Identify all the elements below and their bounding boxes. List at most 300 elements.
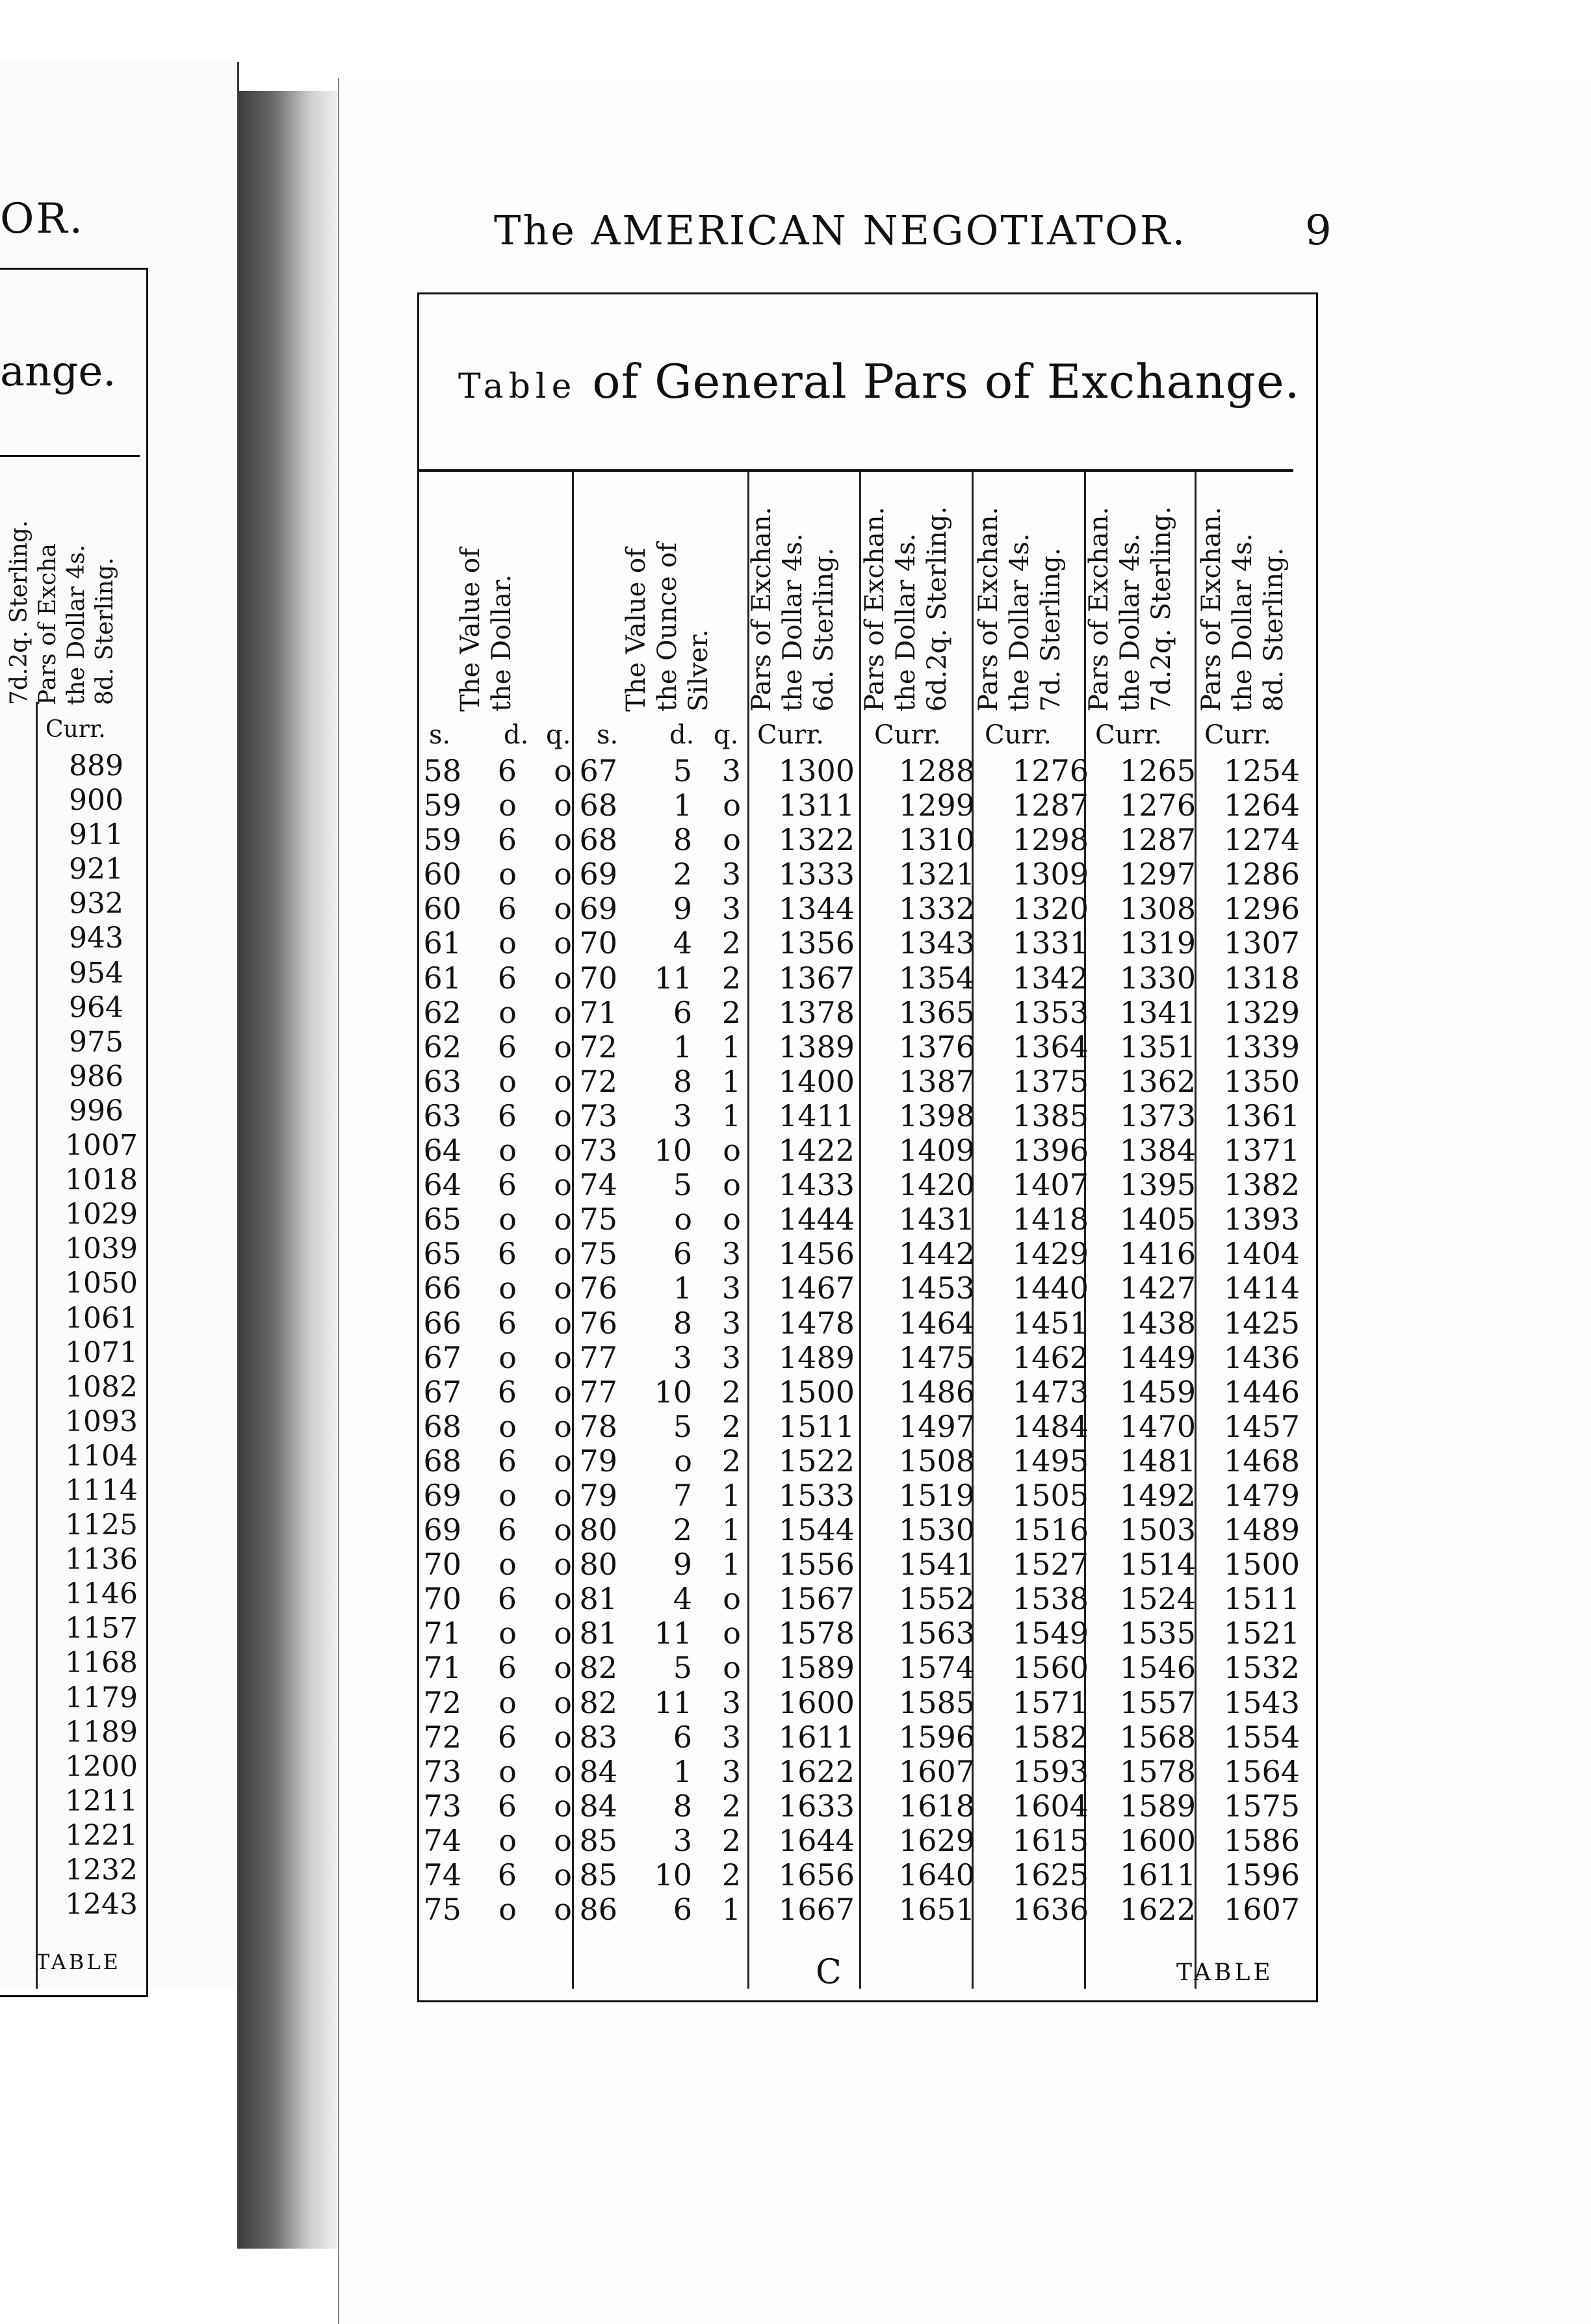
table-cell: 1300	[778, 753, 855, 788]
table-cell: 1546	[1119, 1650, 1196, 1686]
table-cell: 6	[497, 1857, 517, 1892]
left-table-title: ange.	[0, 348, 116, 396]
left-value-cell: 1243	[65, 1888, 138, 1922]
table-cell: 6	[497, 1443, 517, 1478]
column-head	[1196, 507, 1289, 712]
table-cell: 1457	[1223, 1408, 1300, 1444]
table-cell: 1329	[1223, 994, 1300, 1030]
table-cell: 76	[579, 1271, 617, 1306]
table-cell: 70	[423, 1547, 461, 1582]
table-cell: 1479	[1223, 1477, 1300, 1513]
table-cell: 1522	[778, 1443, 855, 1478]
table-cell: 11	[654, 960, 692, 996]
table-cell: 1375	[1012, 1063, 1089, 1099]
table-cell: 6	[497, 1374, 517, 1410]
table-cell: 1629	[898, 1822, 975, 1858]
unit-label: Curr.	[1204, 720, 1271, 750]
column-head-line: Pars of Exchan.	[860, 506, 890, 712]
table-cell: 1541	[898, 1547, 975, 1582]
column-head-line: the Dollar 4s.	[891, 533, 921, 712]
table-cell: 1287	[1012, 788, 1089, 823]
table-cell: 8	[673, 1063, 692, 1099]
table-cell: 1533	[778, 1477, 855, 1513]
table-cell: o	[554, 1029, 572, 1065]
table-cell: 1404	[1223, 1236, 1300, 1272]
table-cell: 72	[579, 1063, 617, 1099]
table-cell: 3	[721, 1753, 741, 1789]
table-cell: 74	[423, 1822, 461, 1858]
table-cell: 1288	[898, 753, 975, 788]
table-cell: 1287	[1119, 822, 1196, 858]
column-head-line: the Dollar 4s.	[1228, 533, 1258, 712]
table-cell: o	[554, 1098, 572, 1133]
table-cell: 9	[673, 891, 692, 927]
table-cell: 1442	[898, 1236, 975, 1272]
table-cell: 1481	[1119, 1443, 1196, 1478]
table-cell: 1396	[1012, 1133, 1089, 1168]
left-column-head-line: 8d. Sterling.	[92, 557, 118, 705]
table-cell: o	[554, 1512, 572, 1548]
table-cell: o	[498, 1547, 517, 1582]
column-head	[859, 506, 953, 712]
table-cell: 70	[423, 1581, 461, 1617]
table-row	[409, 1789, 1306, 1824]
table-cell: 1557	[1119, 1685, 1196, 1720]
table-cell: o	[554, 1788, 572, 1824]
table-cell: o	[554, 857, 572, 892]
table-cell: 1552	[898, 1581, 975, 1617]
table-cell: 6	[497, 1650, 517, 1686]
table-row	[409, 1686, 1306, 1720]
left-value-cell: 889	[69, 749, 123, 782]
table-cell: 1556	[778, 1547, 855, 1582]
column-head-line: 6d.2q. Sterling.	[922, 506, 952, 712]
table-cell: 61	[423, 925, 461, 961]
table-cell: 1656	[778, 1857, 855, 1892]
left-value-cell: 1114	[65, 1473, 138, 1507]
signature-mark: C	[816, 1953, 842, 1992]
table-row	[409, 892, 1306, 926]
table-cell: 75	[579, 1236, 617, 1272]
table-cell: 1	[721, 1892, 741, 1928]
table-cell: 1503	[1119, 1512, 1196, 1548]
table-cell: o	[554, 1650, 572, 1686]
left-values-column	[65, 749, 138, 1922]
table-cell: o	[554, 1339, 572, 1375]
table-cell: 5	[673, 1650, 692, 1686]
left-value-cell: 1157	[65, 1612, 138, 1646]
table-cell: 1299	[898, 788, 975, 823]
table-cell: 85	[579, 1822, 617, 1858]
table-cell: o	[498, 1408, 517, 1444]
table-cell: 1	[721, 1029, 741, 1065]
table-cell: 59	[423, 822, 461, 858]
table-cell: 70	[579, 925, 617, 961]
table-cell: 1532	[1223, 1650, 1300, 1686]
table-cell: 1470	[1119, 1408, 1196, 1444]
book-gutter	[237, 91, 341, 2249]
unit-label: Curr.	[757, 720, 824, 750]
table-cell: 2	[721, 1857, 741, 1892]
table-cell: o	[723, 1650, 741, 1686]
table-cell: 70	[579, 960, 617, 996]
table-cell: o	[554, 1822, 572, 1858]
table-row	[409, 1099, 1306, 1133]
table-cell: 1467	[778, 1271, 855, 1306]
table-cell: 1254	[1223, 753, 1300, 788]
column-head-line: the Dollar 4s.	[778, 533, 808, 712]
table-cell: 1395	[1119, 1167, 1196, 1203]
table-cell: 1384	[1119, 1133, 1196, 1168]
table-cell: 1543	[1223, 1685, 1300, 1720]
table-cell: 1508	[898, 1443, 975, 1478]
table-cell: o	[723, 1202, 741, 1237]
table-cell: 1600	[1119, 1822, 1196, 1858]
table-cell: 73	[579, 1098, 617, 1133]
column-head-line: the Dollar.	[487, 574, 517, 712]
table-cell: 80	[579, 1547, 617, 1582]
table-row	[409, 1478, 1306, 1513]
table-row	[409, 1202, 1306, 1237]
table-cell: o	[554, 1477, 572, 1513]
table-cell: 1468	[1223, 1443, 1300, 1478]
table-cell: o	[554, 1685, 572, 1720]
table-cell: 84	[579, 1753, 617, 1789]
column-head-line: The Value of	[621, 548, 651, 712]
table-cell: 1398	[898, 1098, 975, 1133]
table-cell: 67	[579, 753, 617, 788]
table-cell: o	[723, 1581, 741, 1617]
table-cell: 1564	[1223, 1753, 1300, 1789]
table-cell: 69	[423, 1512, 461, 1548]
table-title-smallcaps: Table	[458, 367, 577, 406]
table-cell: 62	[423, 1029, 461, 1065]
table-cell: 10	[654, 1133, 692, 1168]
table-cell: 1422	[778, 1133, 855, 1168]
table-cell: o	[723, 1133, 741, 1168]
column-head-line: Pars of Exchan.	[1196, 506, 1226, 712]
table-cell: 6	[497, 960, 517, 996]
table-cell: o	[554, 1857, 572, 1892]
table-cell: 1462	[1012, 1339, 1089, 1375]
table-cell: 1365	[898, 994, 975, 1030]
table-cell: 63	[423, 1098, 461, 1133]
table-cell: 1438	[1119, 1305, 1196, 1341]
table-cell: 1451	[1012, 1305, 1089, 1341]
table-cell: o	[554, 1581, 572, 1617]
left-value-cell: 986	[69, 1059, 123, 1093]
left-value-cell: 1211	[65, 1784, 138, 1818]
table-cell: 1343	[898, 925, 975, 961]
table-cell: 1319	[1119, 925, 1196, 961]
table-cell: 1	[721, 1512, 741, 1548]
table-cell: 1371	[1223, 1133, 1300, 1168]
table-cell: 1478	[778, 1305, 855, 1341]
table-cell: 1354	[898, 960, 975, 996]
table-cell: o	[554, 1202, 572, 1237]
left-value-cell: 1050	[65, 1267, 138, 1300]
table-cell: 1332	[898, 891, 975, 927]
table-cell: 1322	[778, 822, 855, 858]
table-cell: o	[554, 1236, 572, 1272]
table-row	[409, 1168, 1306, 1202]
table-cell: 73	[423, 1788, 461, 1824]
table-cell: 2	[721, 925, 741, 961]
column-head-line: 7d. Sterling.	[1036, 547, 1066, 712]
left-value-cell: 1061	[65, 1301, 138, 1335]
table-cell: o	[554, 1133, 572, 1168]
table-cell: 1431	[898, 1202, 975, 1237]
table-cell: o	[723, 822, 741, 858]
table-cell: 69	[579, 891, 617, 927]
table-cell: 75	[423, 1892, 461, 1928]
table-row	[409, 961, 1306, 996]
table-cell: o	[498, 925, 517, 961]
table-title	[458, 354, 1300, 409]
table-cell: o	[554, 1719, 572, 1755]
table-cell: 1351	[1119, 1029, 1196, 1065]
table-cell: 3	[721, 1719, 741, 1755]
table-cell: o	[498, 1063, 517, 1099]
table-cell: o	[498, 1477, 517, 1513]
table-cell: o	[554, 1892, 572, 1928]
table-cell: 1	[721, 1063, 741, 1099]
column-head-line: Silver.	[684, 629, 714, 712]
table-cell: o	[498, 1339, 517, 1375]
table-cell: 63	[423, 1063, 461, 1099]
table-cell: 65	[423, 1236, 461, 1272]
left-value-cell: 954	[69, 956, 123, 990]
table-cell: o	[554, 822, 572, 858]
table-cell: 1296	[1223, 891, 1300, 927]
left-catch-word: TABLE	[36, 1950, 121, 1974]
table-cell: 1505	[1012, 1477, 1089, 1513]
table-cell: 1321	[898, 857, 975, 892]
table-row	[409, 788, 1306, 823]
table-cell: 60	[423, 857, 461, 892]
left-column-head-line: Pars of Excha	[34, 543, 61, 705]
table-cell: 1578	[778, 1616, 855, 1651]
table-cell: 1382	[1223, 1167, 1300, 1203]
table-cell: 1	[673, 1029, 692, 1065]
table-cell: o	[723, 1167, 741, 1203]
page-number: 9	[1305, 207, 1332, 255]
column-head-line: Pars of Exchan.	[974, 506, 1003, 712]
left-value-cell: 911	[69, 818, 123, 852]
left-value-cell: 943	[69, 922, 123, 955]
table-cell: o	[723, 1616, 741, 1651]
table-row	[409, 1547, 1306, 1582]
table-cell: 3	[673, 1098, 692, 1133]
table-cell: 7	[673, 1477, 692, 1513]
table-cell: 10	[654, 1857, 692, 1892]
table-cell: 58	[423, 753, 461, 788]
table-cell: 85	[579, 1857, 617, 1892]
column-head	[746, 507, 840, 712]
left-value-cell: 1093	[65, 1404, 138, 1438]
unit-label: d.	[669, 720, 695, 750]
unit-label: q.	[714, 720, 739, 750]
table-cell: 1574	[898, 1650, 975, 1686]
table-cell: 1489	[1223, 1512, 1300, 1548]
table-cell: o	[554, 960, 572, 996]
table-cell: 69	[423, 1477, 461, 1513]
table-cell: 1449	[1119, 1339, 1196, 1375]
table-row	[409, 1582, 1306, 1616]
table-row	[409, 1824, 1306, 1858]
running-head: The AMERICAN NEGOTIATOR.	[494, 207, 1187, 254]
table-cell: 80	[579, 1512, 617, 1548]
table-cell: 6	[673, 1236, 692, 1272]
table-cell: 3	[721, 891, 741, 927]
table-cell: 6	[497, 1719, 517, 1755]
table-cell: 59	[423, 788, 461, 823]
table-cell: 66	[423, 1271, 461, 1306]
table-cell: 1596	[1223, 1857, 1300, 1892]
table-cell: 6	[673, 1892, 692, 1928]
table-cell: 1511	[778, 1408, 855, 1444]
left-value-cell: 1232	[65, 1853, 138, 1887]
table-row	[409, 1410, 1306, 1444]
table-cell: 1651	[898, 1892, 975, 1928]
unit-label: s.	[597, 720, 619, 750]
table-cell: 2	[721, 960, 741, 996]
table-cell: o	[723, 788, 741, 823]
table-cell: 1582	[1012, 1719, 1089, 1755]
column-head-line: the Ounce of	[653, 542, 682, 712]
table-cell: 1640	[898, 1857, 975, 1892]
table-cell: 6	[673, 994, 692, 1030]
table-cell: 6	[497, 1098, 517, 1133]
table-cell: 1538	[1012, 1581, 1089, 1617]
table-cell: 1667	[778, 1892, 855, 1928]
left-value-cell: 996	[69, 1094, 123, 1128]
table-row	[409, 1375, 1306, 1410]
left-column-head-text	[5, 520, 120, 705]
left-value-cell: 1039	[65, 1232, 138, 1266]
table-cell: 64	[423, 1167, 461, 1203]
table-cell: 1633	[778, 1788, 855, 1824]
table-cell: 1339	[1223, 1029, 1300, 1065]
left-column-head-line: the Dollar 4s.	[63, 545, 90, 705]
table-cell: 1	[721, 1477, 741, 1513]
table-cell: 1389	[778, 1029, 855, 1065]
column-head	[1083, 506, 1177, 712]
table-cell: 1596	[898, 1719, 975, 1755]
left-value-cell: 1200	[65, 1749, 138, 1783]
table-row	[409, 926, 1306, 961]
table-cell: 5	[673, 1408, 692, 1444]
table-cell: 2	[673, 1512, 692, 1548]
table-row	[409, 754, 1306, 788]
table-cell: 5	[673, 1167, 692, 1203]
table-cell: 1535	[1119, 1616, 1196, 1651]
left-value-cell: 1125	[65, 1508, 138, 1542]
table-cell: 8	[673, 1788, 692, 1824]
table-cell: 86	[579, 1892, 617, 1928]
table-cell: 1554	[1223, 1719, 1300, 1755]
table-cell: 1361	[1223, 1098, 1300, 1133]
left-value-cell: 1071	[65, 1336, 138, 1369]
table-cell: 1575	[1223, 1788, 1300, 1824]
table-cell: 1484	[1012, 1408, 1089, 1444]
table-cell: 68	[579, 788, 617, 823]
table-cell: 1393	[1223, 1202, 1300, 1237]
left-value-cell: 932	[69, 887, 123, 921]
table-cell: 1446	[1223, 1374, 1300, 1410]
table-cell: 1331	[1012, 925, 1089, 961]
table-cell: 5	[673, 753, 692, 788]
table-cell: o	[498, 857, 517, 892]
table-cell: 1310	[898, 822, 975, 858]
table-cell: o	[498, 1271, 517, 1306]
left-value-cell: 975	[69, 1025, 123, 1059]
left-value-cell: 1146	[65, 1577, 138, 1611]
table-cell: 1527	[1012, 1547, 1089, 1582]
table-cell: 1486	[898, 1374, 975, 1410]
table-cell: 6	[497, 1236, 517, 1272]
table-cell: 3	[673, 1339, 692, 1375]
table-cell: 9	[673, 1547, 692, 1582]
table-cell: 1607	[1223, 1892, 1300, 1928]
table-cell: 3	[721, 1271, 741, 1306]
table-cell: 1644	[778, 1822, 855, 1858]
table-cell: 1444	[778, 1202, 855, 1237]
table-cell: 66	[423, 1305, 461, 1341]
table-cell: 1362	[1119, 1063, 1196, 1099]
table-row	[409, 1030, 1306, 1065]
table-row	[409, 1755, 1306, 1789]
table-cell: 1571	[1012, 1685, 1089, 1720]
table-cell: 1416	[1119, 1236, 1196, 1272]
table-cell: 1373	[1119, 1098, 1196, 1133]
column-head-line: The Value of	[456, 548, 485, 712]
table-row	[409, 1858, 1306, 1892]
table-cell: 1514	[1119, 1547, 1196, 1582]
table-cell: 1409	[898, 1133, 975, 1168]
table-cell: 82	[579, 1685, 617, 1720]
column-head-line: 8d. Sterling.	[1259, 547, 1289, 712]
table-cell: 1607	[898, 1753, 975, 1789]
left-value-cell: 1189	[65, 1715, 138, 1749]
table-cell: 1516	[1012, 1512, 1089, 1548]
left-value-cell: 1179	[65, 1681, 138, 1714]
table-cell: 78	[579, 1408, 617, 1444]
table-cell: 1364	[1012, 1029, 1089, 1065]
table-cell: 2	[721, 1788, 741, 1824]
table-row	[409, 1720, 1306, 1755]
table-cell: 1342	[1012, 960, 1089, 996]
table-cell: 1309	[1012, 857, 1089, 892]
table-cell: 1	[673, 1753, 692, 1789]
table-cell: 3	[721, 1685, 741, 1720]
table-cell: o	[554, 994, 572, 1030]
table-cell: 1615	[1012, 1822, 1089, 1858]
table-cell: 71	[423, 1616, 461, 1651]
table-cell: 69	[579, 857, 617, 892]
table-row	[409, 1065, 1306, 1099]
table-row	[409, 996, 1306, 1030]
table-cell: 75	[579, 1202, 617, 1237]
table-cell: 1560	[1012, 1650, 1089, 1686]
left-value-cell: 1136	[65, 1543, 138, 1577]
table-cell: 2	[721, 1443, 741, 1478]
table-cell: 1307	[1223, 925, 1300, 961]
table-cell: 1297	[1119, 857, 1196, 892]
column-head-line: Pars of Exchan.	[1084, 506, 1114, 712]
table-cell: 71	[423, 1650, 461, 1686]
table-cell: 62	[423, 994, 461, 1030]
